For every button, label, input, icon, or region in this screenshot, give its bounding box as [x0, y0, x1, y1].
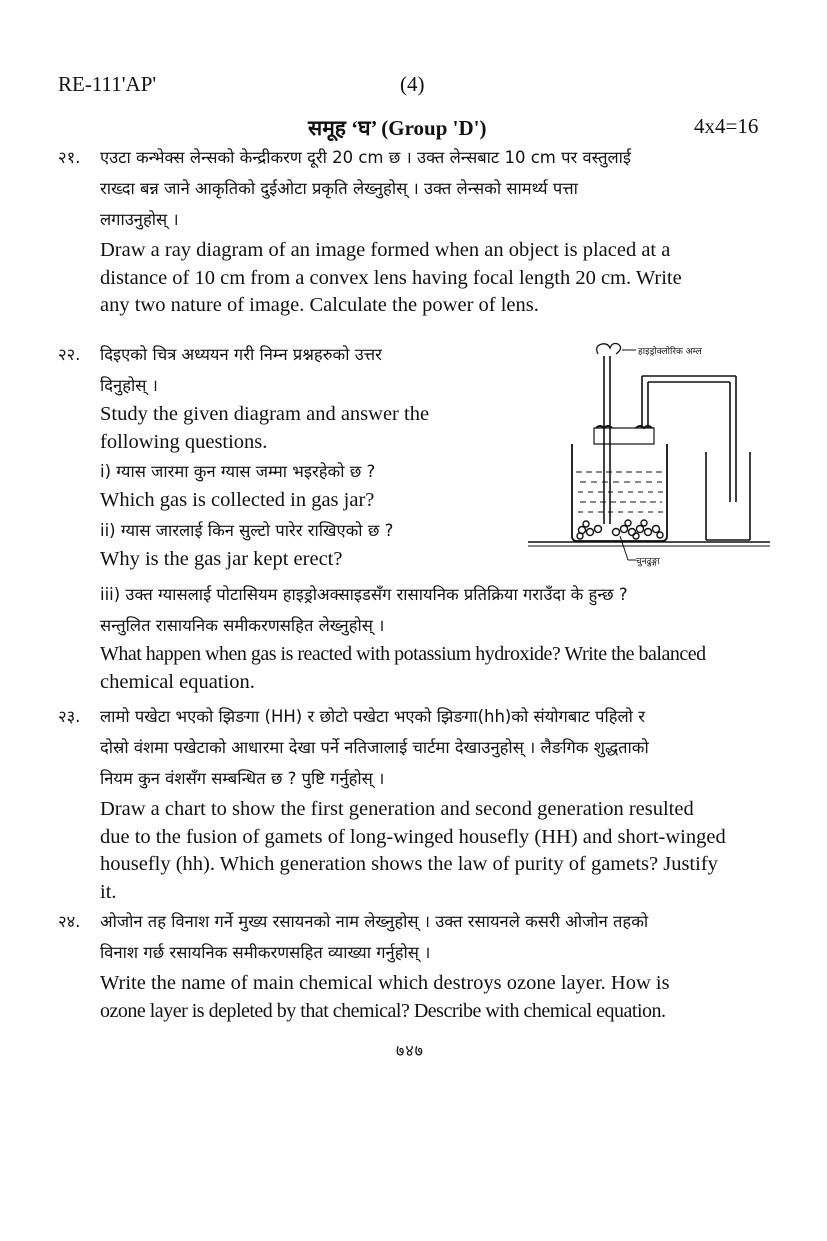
gas-preparation-diagram	[524, 336, 774, 576]
q22-sub-iii-nepali: सन्तुलित रासायनिक समीकरणसहित लेख्नुहोस् ।	[100, 616, 385, 635]
q22-english-line: Study the given diagram and answer the	[100, 403, 430, 425]
paper-code: RE-111'AP'	[58, 72, 157, 96]
q24-english-line: ozone layer is depleted by that chemical? Describe with chemical equation.	[100, 999, 666, 1022]
question-21	[100, 142, 768, 320]
q23-english-line: housefly (hh). Which generation shows the law of purity of gamets? Justify	[100, 853, 718, 875]
q22-sub-i-nepali: i) ग्यास जारमा कुन ग्यास जम्मा भइरहेको छ ?	[100, 462, 376, 481]
q22-sub-ii-english: Why is the gas jar kept erect?	[100, 547, 343, 570]
label-limestone: चुनढुङ्गा	[636, 557, 660, 567]
label-hydrochloric-acid: हाइड्रोक्लोरिक अम्ल	[638, 347, 702, 357]
q21-english-line: any two nature of image. Calculate the power of lens.	[100, 294, 539, 316]
q22-nepali-line: दिइएको चित्र अध्ययन गरी निम्न प्रश्नहरुको उत्तर	[100, 345, 382, 364]
q23-nepali-line: नियम कुन वंशसँग सम्बन्धित छ ? पुष्टि गर्नुहोस् ।	[100, 769, 385, 788]
q24-nepali-line: विनाश गर्छ रसायनिक समीकरणसहित व्याख्या गर्नुहोस् ।	[100, 943, 431, 962]
question-number-24: २४.	[58, 912, 81, 931]
end-ornament: ७४७	[396, 1041, 424, 1060]
question-22	[100, 339, 492, 573]
q21-english-line: Draw a ray diagram of an image formed when an object is placed at a	[100, 239, 671, 261]
question-23	[100, 701, 768, 906]
q23-nepali-line: लामो पखेटा भएको झिङगा (HH) र छोटो पखेटा भएको झिङगा(hh)को संयोगबाट पहिलो र	[100, 707, 645, 726]
q22-english-line: following questions.	[100, 430, 268, 453]
q21-english-line: distance of 10 cm from a convex lens having focal length 20 cm. Write	[100, 266, 682, 289]
apparatus-drawing	[524, 336, 774, 576]
question-number-23: २३.	[58, 707, 81, 726]
q22-sub-iii-english: What happen when gas is reacted with potassium hydroxide? Write the balanced	[100, 643, 706, 665]
q21-nepali-line: एउटा कन्भेक्स लेन्सको केन्द्रीकरण दूरी 20 cm छ । उक्त लेन्सबाट 10 cm पर वस्तुलाई	[100, 148, 632, 167]
q22-sub-ii-nepali: ii) ग्यास जारलाई किन सुल्टो पारेर राखिएको छ ?	[100, 520, 394, 540]
question-22-part-iii	[100, 579, 768, 696]
q23-english-line: it.	[100, 880, 117, 903]
group-title: समूह ‘घ’ (Group 'D')	[308, 116, 487, 140]
question-24	[100, 906, 768, 1025]
q22-sub-iii-nepali: iii) उक्त ग्यासलाई पोटासियम हाइड्रोअक्साइडसँग रासायनिक प्रतिक्रिया गराउँदा के हुन्छ ?	[100, 585, 628, 604]
q22-sub-i-english: Which gas is collected in gas jar?	[100, 489, 375, 511]
q24-nepali-line: ओजोन तह विनाश गर्ने मुख्य रसायनको नाम लेख्नुहोस् । उक्त रसायनले कसरी ओजोन तहको	[100, 912, 649, 931]
group-marks: 4x4=16	[694, 114, 759, 138]
question-number-22: २२.	[58, 345, 81, 364]
question-number-21: २१.	[58, 148, 81, 167]
q21-nepali-line: राख्दा बन्न जाने आकृतिको दुईओटा प्रकृति लेख्नुहोस् । उक्त लेन्सको सामर्थ्य पत्ता	[100, 179, 578, 198]
q23-english-line: Draw a chart to show the first generation and second generation resulted	[100, 798, 694, 820]
q22-sub-iii-english: chemical equation.	[100, 670, 255, 693]
q22-nepali-line: दिनुहोस् ।	[100, 376, 158, 395]
q23-nepali-line: दोस्रो वंशमा पखेटाको आधारमा देखा पर्ने नतिजालाई चार्टमा देखाउनुहोस् । लैङगिक शुद्धताको	[100, 738, 649, 757]
q23-english-line: due to the fusion of gamets of long-winged housefly (HH) and short-winged	[100, 825, 726, 848]
q24-english-line: Write the name of main chemical which destroys ozone layer. How is	[100, 972, 670, 994]
page-number: (4)	[400, 72, 425, 96]
q21-nepali-line: लगाउनुहोस् ।	[100, 210, 179, 229]
